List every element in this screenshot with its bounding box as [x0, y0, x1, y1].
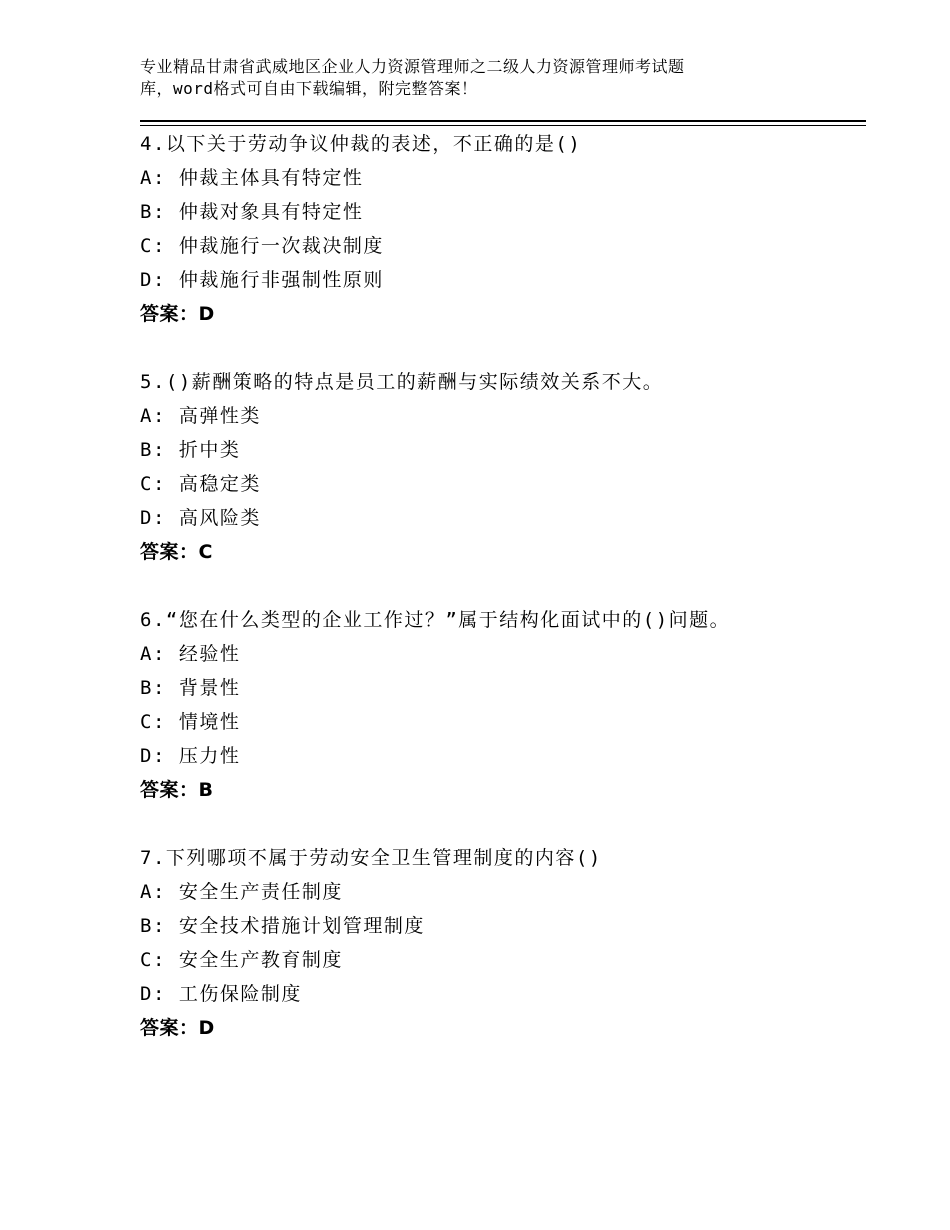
- option-c: C: 仲裁施行一次裁决制度: [140, 235, 384, 257]
- option-b: B: 仲裁对象具有特定性: [140, 201, 364, 223]
- header-line-2: 库，word格式可自由下载编辑，附完整答案！: [140, 79, 478, 98]
- question-stem: 6.“您在什么类型的企业工作过？”属于结构化面试中的()问题。: [140, 609, 731, 631]
- option-c: C: 高稳定类: [140, 473, 261, 495]
- option-b: B: 背景性: [140, 677, 241, 699]
- question-4: [140, 127, 866, 331]
- answer-label: 答案：B: [140, 779, 214, 801]
- document-header: [140, 56, 780, 100]
- option-d: D: 工伤保险制度: [140, 983, 302, 1005]
- option-a: A: 高弹性类: [140, 405, 261, 427]
- answer-label: 答案：D: [140, 1017, 215, 1039]
- question-stem: 5.()薪酬策略的特点是员工的薪酬与实际绩效关系不大。: [140, 371, 664, 393]
- header-rule-thick: [140, 120, 866, 122]
- question-6: [140, 603, 866, 807]
- header-rule-thin: [140, 125, 866, 126]
- option-a: A: 经验性: [140, 643, 241, 665]
- question-7: [140, 841, 866, 1045]
- option-d: D: 压力性: [140, 745, 241, 767]
- option-b: B: 安全技术措施计划管理制度: [140, 915, 425, 937]
- option-c: C: 情境性: [140, 711, 241, 733]
- option-a: A: 仲裁主体具有特定性: [140, 167, 364, 189]
- option-b: B: 折中类: [140, 439, 241, 461]
- question-stem: 7.下列哪项不属于劳动安全卫生管理制度的内容(): [140, 847, 602, 869]
- question-5: [140, 365, 866, 569]
- header-line-1: 专业精品甘肃省武威地区企业人力资源管理师之二级人力资源管理师考试题: [140, 57, 685, 76]
- question-list: [140, 127, 866, 1079]
- option-d: D: 仲裁施行非强制性原则: [140, 269, 384, 291]
- option-c: C: 安全生产教育制度: [140, 949, 343, 971]
- answer-label: 答案：C: [140, 541, 213, 563]
- option-a: A: 安全生产责任制度: [140, 881, 343, 903]
- option-d: D: 高风险类: [140, 507, 261, 529]
- answer-label: 答案：D: [140, 303, 215, 325]
- question-stem: 4.以下关于劳动争议仲裁的表述，不正确的是(): [140, 133, 582, 155]
